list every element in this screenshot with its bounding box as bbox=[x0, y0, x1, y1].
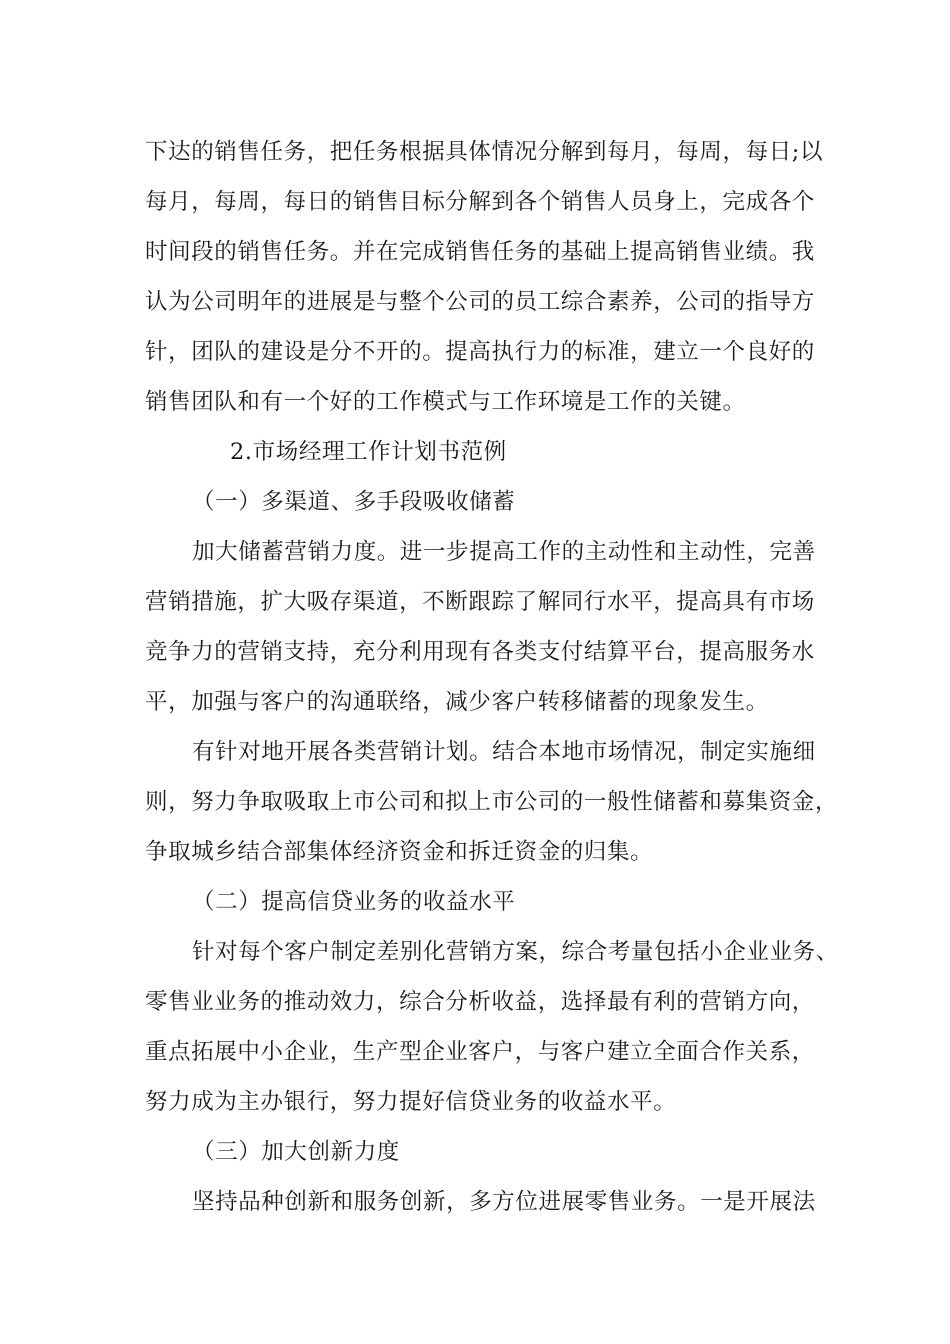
text-line: 重点拓展中小企业，生产型企业客户，与客户建立全面合作关系， bbox=[145, 1039, 815, 1065]
paragraph-first-line: 有针对地开展各类营销计划。结合本地市场情况，制定实施细 bbox=[192, 739, 816, 765]
paragraph-first-line: 加大储蓄营销力度。进一步提高工作的主动性和主动性，完善 bbox=[192, 539, 816, 565]
text-line: 营销措施，扩大吸存渠道，不断跟踪了解同行水平，提高具有市场 bbox=[145, 589, 815, 615]
section-heading: （二）提高信贷业务的收益水平 bbox=[192, 889, 516, 915]
text-line: 销售团队和有一个好的工作模式与工作环境是工作的关键。 bbox=[145, 389, 746, 415]
text-line: 下达的销售任务，把任务根据具体情况分解到每月，每周，每日;以 bbox=[145, 139, 824, 165]
text-line: 时间段的销售任务。并在完成销售任务的基础上提高销售业绩。我 bbox=[145, 239, 815, 265]
text-line: 针，团队的建设是分不开的。提高执行力的标准，建立一个良好的 bbox=[145, 339, 815, 365]
text-line: 争取城乡结合部集体经济资金和拆迁资金的归集。 bbox=[145, 839, 654, 865]
section-title: 2.市场经理工作计划书范例 bbox=[230, 439, 507, 465]
text-line: 每月，每周，每日的销售目标分解到各个销售人员身上，完成各个 bbox=[145, 189, 815, 215]
text-line: 则，努力争取吸取上市公司和拟上市公司的一般性储蓄和募集资金， bbox=[145, 789, 839, 815]
paragraph-first-line: 针对每个客户制定差别化营销方案，综合考量包括小企业业务、 bbox=[192, 939, 839, 965]
text-line: 努力成为主办银行，努力提好信贷业务的收益水平。 bbox=[145, 1089, 677, 1115]
text-line: 认为公司明年的进展是与整个公司的员工综合素养，公司的指导方 bbox=[145, 289, 815, 315]
paragraph-first-line: 坚持品种创新和服务创新，多方位进展零售业务。一是开展法 bbox=[192, 1189, 816, 1215]
text-line: 竞争力的营销支持，充分利用现有各类支付结算平台，提高服务水 bbox=[145, 639, 815, 665]
section-heading: （一）多渠道、多手段吸收储蓄 bbox=[192, 489, 516, 515]
text-line: 平，加强与客户的沟通联络，减少客户转移储蓄的现象发生。 bbox=[145, 689, 769, 715]
section-heading: （三）加大创新力度 bbox=[192, 1139, 400, 1165]
text-line: 零售业业务的推动效力，综合分析收益，选择最有利的营销方向， bbox=[145, 989, 815, 1015]
